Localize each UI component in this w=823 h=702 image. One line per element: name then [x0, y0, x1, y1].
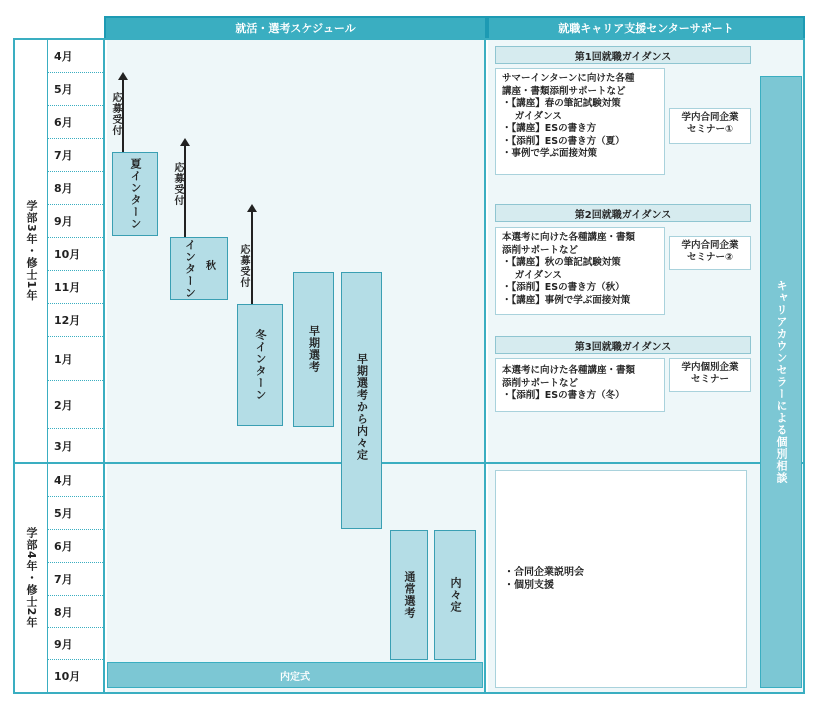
- month-cell: 9月: [48, 628, 103, 660]
- seminar-3-line: 学内個別企業: [681, 362, 739, 373]
- early-selection-label: 早期選考: [307, 325, 321, 373]
- header-support: 就職キャリア支援センターサポート: [487, 16, 805, 40]
- month-cell: 6月: [48, 106, 103, 139]
- seminar-1-box: [669, 108, 751, 144]
- month-cell: 11月: [48, 271, 103, 304]
- month-cell: 12月: [48, 304, 103, 337]
- year4-label: 学部4年・修士2年: [25, 527, 38, 629]
- seminar-2-line: 学内合同企業: [681, 240, 739, 251]
- header-schedule: 就活・選考スケジュール: [104, 16, 487, 40]
- year3-label-cell: [15, 40, 48, 462]
- guidance-3-box: [495, 358, 665, 412]
- seminar-1-line: 学内合同企業: [681, 112, 739, 123]
- guidance-1-line: サマーインターンに向けた各種: [502, 73, 635, 84]
- guidance-1-line: ・【講座】春の筆記試験対策: [502, 98, 621, 109]
- regular-selection-label: 通常選考: [403, 571, 416, 619]
- month-cell: 8月: [48, 172, 103, 205]
- guidance-3-line: 本選考に向けた各種講座・書類: [502, 365, 636, 376]
- guidance-2-box: [495, 227, 665, 315]
- guidance-2-line: ガイダンス: [502, 269, 562, 281]
- year4-month-column: [48, 464, 105, 692]
- guidance-2-line: ・【講座】事例で学ぶ面接対策: [502, 294, 631, 306]
- autumn-intern-label: インターン: [183, 238, 197, 299]
- summer-apply-label: 応募受付: [110, 92, 121, 136]
- guidance-1-title: 第1回就職ガイダンス: [495, 46, 751, 64]
- counsel-label: キャリアカウンセラーによる個別相談: [775, 280, 788, 484]
- month-cell: 1月: [48, 337, 103, 381]
- guidance-2-line: 添削サポートなど: [502, 244, 579, 256]
- seminar-3-line: セミナー: [690, 374, 729, 385]
- seminar-2-box: [669, 236, 751, 270]
- guidance-2-title: 第2回就職ガイダンス: [495, 204, 751, 222]
- regular-selection-box: [390, 530, 428, 660]
- year4-support-item: ・個別支援: [504, 580, 554, 591]
- year3-label: 学部3年・修士1年: [25, 200, 38, 302]
- naiteii-box: [434, 530, 476, 660]
- naiteishiki-bar: 内定式: [107, 662, 483, 688]
- early-selection-box: [293, 272, 334, 427]
- guidance-2-line: ・【添削】ESの書き方（秋）: [502, 282, 625, 293]
- guidance-3-title: 第3回就職ガイダンス: [495, 336, 751, 354]
- autumn-apply-label: 応募受付: [172, 162, 183, 206]
- seminar-2-line: セミナー②: [686, 252, 734, 263]
- month-cell: 4月: [48, 40, 103, 73]
- month-cell: 2月: [48, 381, 103, 429]
- month-cell: 9月: [48, 205, 103, 238]
- month-cell: 3月: [54, 439, 73, 453]
- winter-intern-label: 冬インターン: [254, 329, 267, 401]
- month-cell: 7月: [48, 139, 103, 172]
- seminar-3-box: [669, 358, 751, 392]
- early-offer-label: 早期選考から内々定: [355, 353, 369, 461]
- year4-label-cell: [15, 464, 48, 692]
- summer-intern-box: [112, 152, 158, 236]
- guidance-1-line: ガイダンス: [502, 110, 562, 122]
- guidance-1-line: ・【添削】ESの書き方（夏）: [502, 135, 625, 147]
- winter-intern-box: [237, 304, 283, 426]
- naiteii-label: 内々定: [449, 577, 462, 613]
- month-cell: 10月: [54, 670, 81, 683]
- guidance-2-line: ・【講座】秋の筆記試験対策: [502, 257, 621, 268]
- month-cell: 8月: [48, 596, 103, 628]
- guidance-1-box: [495, 68, 665, 175]
- autumn-tag: 秋: [203, 260, 215, 271]
- year4-support-box: [495, 470, 747, 688]
- autumn-intern-box: [170, 237, 228, 300]
- year4-schedule-area: [107, 464, 486, 692]
- early-offer-box: [341, 272, 382, 529]
- summer-intern-label: 夏インターン: [129, 158, 142, 230]
- guidance-1-line: ・【講座】ESの書き方: [502, 123, 597, 134]
- guidance-1-line: ・事例で学ぶ面接対策: [502, 148, 598, 159]
- year4-support-item: ・合同企業説明会: [504, 567, 584, 578]
- guidance-2-line: 本選考に向けた各種講座・書類: [502, 232, 636, 243]
- month-cell: 6月: [48, 530, 103, 563]
- guidance-3-line: ・【添削】ESの書き方（冬）: [502, 390, 625, 401]
- month-cell: 5月: [48, 497, 103, 530]
- month-cell: 5月: [48, 73, 103, 106]
- month-cell: 4月: [48, 464, 103, 497]
- counsel-bar: [760, 76, 802, 688]
- winter-apply-label: 応募受付: [238, 244, 249, 288]
- seminar-1-line: セミナー①: [686, 124, 734, 135]
- guidance-3-line: 添削サポートなど: [502, 377, 579, 389]
- month-cell: 10月: [48, 238, 103, 271]
- year3-month-column: [48, 40, 105, 462]
- month-cell: 7月: [48, 563, 103, 596]
- guidance-1-line: 講座・書類添削サポートなど: [502, 85, 626, 97]
